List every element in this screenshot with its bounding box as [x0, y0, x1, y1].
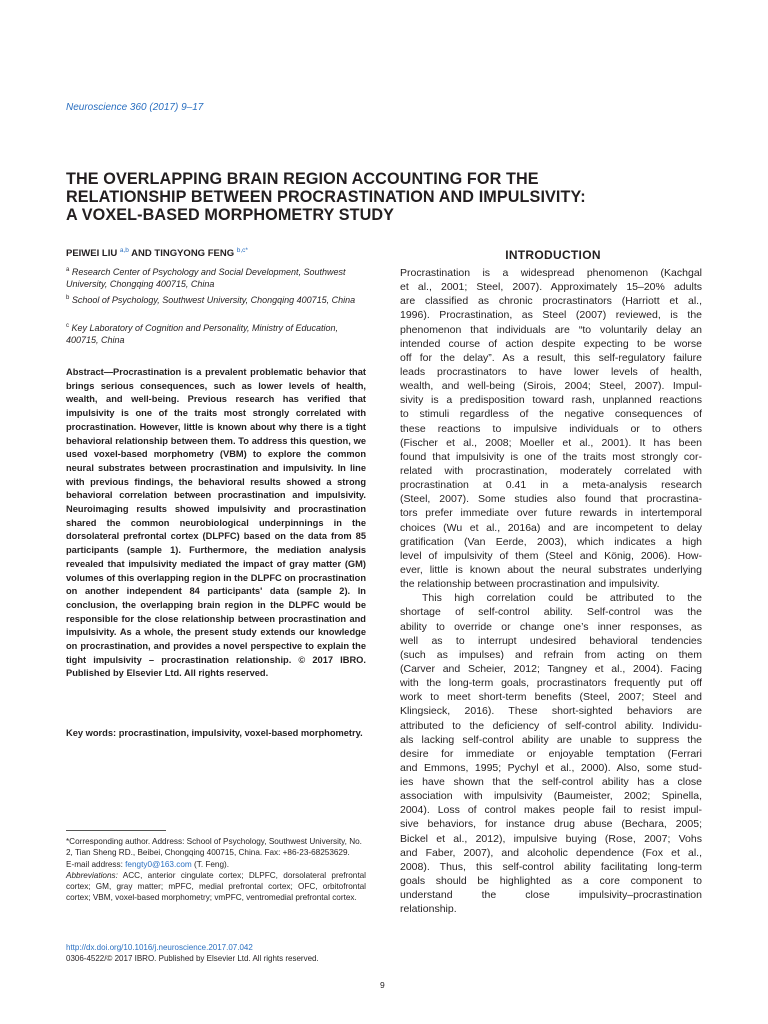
intro-line: This high correlation could be attributed to the — [422, 592, 702, 605]
intro-line: off for the delay”. As a result, this self-regulatory failure — [400, 351, 702, 364]
journal-citation — [66, 102, 203, 113]
intro-line: sivity is a predisposition toward rash, unplanned reactions — [400, 394, 702, 407]
intro-line: Procrastination is a widespread phenomenon (Kachgal — [400, 267, 702, 279]
intro-line: 1996). Procrastination, as Steel (2007) reviewed, is the — [400, 309, 702, 322]
copyright-line: 0306-4522/© 2017 IBRO. Published by Elsevier Ltd. All rights reserved. — [66, 954, 319, 963]
affiliation-marker: a — [66, 267, 70, 273]
intro-line: ies have shown that the self-control ability has a close — [400, 776, 702, 789]
intro-line: sive behaviors, for instance drug abuse (Bechara, 2005; — [400, 818, 702, 831]
intro-line: ability to override or change one’s inner responses, as — [400, 620, 702, 633]
affiliation-text: Research Center of Psychology and Social Development, Southwest University, Chongqing 400715, China — [66, 267, 346, 289]
intro-line: Klingsieck, 2016). These short-sighted behaviors are — [400, 705, 702, 718]
abbreviations-note — [66, 870, 366, 904]
keywords: Key words: procrastination, impulsivity, voxel-based morphometry. — [66, 728, 363, 738]
section-heading-introduction: INTRODUCTION — [505, 248, 601, 262]
intro-line: (Carver and Scheier, 2012; Tangney et al., 2004). Facing — [400, 662, 702, 675]
author-name: TINGYONG FENG — [154, 248, 235, 260]
intro-line: tors prefer immediate over future rewards in intertemporal — [400, 507, 702, 520]
intro-line: well as to interrupt undesired behavioral tendencies — [400, 634, 702, 647]
article-title — [66, 170, 706, 224]
journal-name[interactable]: Neuroscience — [66, 102, 128, 113]
intro-line: are classified as chronic procrastinators (Harriott et al., — [400, 295, 702, 308]
intro-line: gratification (Van Eerde, 2003), which indicates a high — [400, 535, 702, 548]
intro-line: level of impulsivity of them (Steel and König, 2006). How- — [400, 549, 702, 562]
author-affil-link[interactable]: b,c* — [236, 247, 248, 254]
footnotes — [66, 836, 366, 904]
intro-line: understand the close impulsivity–procrastination — [400, 889, 702, 902]
affiliation — [66, 292, 366, 306]
introduction-body — [400, 266, 702, 916]
title-line: RELATIONSHIP BETWEEN PROCRASTINATION AND IMPULSIVITY: — [66, 188, 586, 206]
intro-line: et al., 2001; Steel, 2007). Approximately 15–20% adults — [400, 281, 702, 294]
intro-line: to stimuli regardless of the negative consequences of — [400, 408, 702, 421]
intro-line: desire for immediate or enjoyable temptation (Ferrari — [400, 747, 702, 760]
title-line: THE OVERLAPPING BRAIN REGION ACCOUNTING FOR THE — [66, 170, 539, 188]
doi-link[interactable]: http://dx.doi.org/10.1016/j.neuroscience.2017.07.042 — [66, 943, 253, 952]
intro-line: with the long-term goals, procrastinators frequently put off — [400, 677, 702, 690]
intro-line: leads procrastinators to have lower levels of health, — [400, 365, 702, 378]
email-label: E-mail address: — [66, 859, 126, 869]
intro-line: and Emmons, 1995; Pychyl et al., 2000). Also, some stud- — [400, 761, 702, 774]
intro-line: procrastination at 0.41 in a meta-analysis research — [400, 479, 702, 492]
intro-line: phenomenon that individuals are “to voluntarily delay an — [400, 323, 702, 336]
affiliation-text: Key Laboratory of Cognition and Personality, Ministry of Education, 400715, China — [66, 323, 338, 345]
intro-line: relationship. — [400, 903, 457, 916]
intro-line: work to meet short-term benefits (Steel, 2007; Steel and — [400, 691, 702, 704]
intro-line: shortage of self-control ability. Self-control was the — [400, 606, 702, 619]
intro-line: als lacking self-control ability are unable to suppress the — [400, 733, 702, 746]
intro-line: (Fischer et al., 2008; Moeller et al., 2001). It has been — [400, 436, 702, 449]
author-conjunction: AND — [128, 248, 155, 260]
intro-line: (Steel, 2007). Some studies also found that procrastina- — [400, 493, 702, 506]
intro-line: ever, little is known about the neural substrates underlying — [400, 563, 702, 576]
email-link[interactable]: fengty0@163.com — [125, 859, 192, 869]
intro-line: association with impulsivity (Baumeister, 2002; Spinella, — [400, 790, 702, 803]
affiliation — [66, 264, 366, 290]
intro-line: goals should be highlighted as a core component to — [400, 875, 702, 888]
intro-line: attributed to the deficiency of self-control ability. Individu- — [400, 719, 702, 732]
author-affil-link[interactable]: a,b — [119, 247, 129, 254]
intro-line: related with procrastination, moderately correlated with — [400, 464, 702, 477]
title-line: A VOXEL-BASED MORPHOMETRY STUDY — [66, 206, 395, 224]
affiliation-marker: c — [66, 323, 69, 329]
affiliation-marker: b — [66, 295, 70, 301]
abstract: Abstract—Procrastination is a prevalent problematic behavior that brings serious consequences, such as lower levels of health, wealth, and well-being. Previous research has verified that impulsivity is one of the traits most strongly correlated with procrastination. However, little is known about why there is a tight behavioral relationship between them. To address this question, we used voxel-based morphometry (VBM) to explore the common neural substrates between procrastination and impulsivity. In line with previous findings, the behavioral results showed a strong behavioral correlation between procrastination and impulsivity. Neuroimaging results showed impulsivity and procrastination shared the common neurobiological underpinnings in the dorsolateral prefrontal cortex (DLPFC) based on the data from 85 participants (sample 1). Furthermore, the mediation analysis revealed that impulsivity mediated the impact of gray matter (GM) volumes of this overlapping region in the DLPFC on procrastination on another independent 84 participants' data (sample 2). In conclusion, the overlapping brain region in the DLPFC would be responsible for the close relationship between procrastination and impulsivity. As a whole, the present study extends our knowledge on procrastination, and provides a novel perspective to explain the tight impulsivity – procrastination relationship. © 2017 IBRO. Published by Elsevier Ltd. All rights reserved. — [66, 367, 366, 679]
intro-line: and Faber, 2007), and alcoholic dependence (Fox et al., — [400, 846, 702, 859]
intro-line: Bickel et al., 2012), impulsive buying (Rose, 2007; Vohs — [400, 832, 702, 845]
intro-line: these reactions to impulsive individuals or to others — [400, 422, 702, 435]
corresponding-author-note: *Corresponding author. Address: School of Psychology, Southwest University, No. 2, Tian Sheng RD., Beibei, Chongqing 400715, China. Fax: +86-23-68253629. — [66, 837, 362, 858]
journal-volume: 360 (2017) 9–17 — [127, 102, 204, 113]
doi-block — [66, 942, 319, 964]
page-number: 9 — [380, 980, 385, 990]
email-suffix: (T. Feng). — [191, 859, 230, 869]
intro-line: 2004). Loss of control makes people fail to resist impul- — [400, 804, 702, 817]
affiliation — [66, 320, 366, 346]
author-name: PEIWEI LIU — [66, 248, 118, 260]
intro-line: 2008). Thus, this self-control ability facilitating long-term — [400, 860, 702, 873]
intro-line: the relationship between procrastination and impulsivity. — [400, 578, 660, 591]
affiliation-text: School of Psychology, Southwest University, Chongqing 400715, China — [71, 295, 356, 305]
email-note — [66, 859, 366, 870]
intro-line: choices (Wu et al., 2016a) and are incompetent to delay — [400, 521, 702, 534]
intro-line: found that impulsivity is one of the traits most strongly cor- — [400, 450, 702, 463]
author-list — [66, 247, 248, 259]
footnote-divider — [66, 830, 166, 831]
intro-line: wealth, and well-being (Sirois, 2004; Steel, 2007). Impul- — [400, 380, 702, 393]
intro-line: (such as impulses) and refrain from acting on them — [400, 648, 702, 661]
abbreviations-text: Abbreviations: ACC, anterior cingulate cortex; DLPFC, dorsolateral prefrontal cortex; GM, gray matter; mPFC, medial prefrontal cortex; OFC, orbitofrontal cortex; VBM, voxel-based morphometry; vmPFC, ventromedial prefrontal cortex. — [66, 870, 366, 903]
intro-line: intended course of action despite expecting to be worse — [400, 337, 702, 350]
